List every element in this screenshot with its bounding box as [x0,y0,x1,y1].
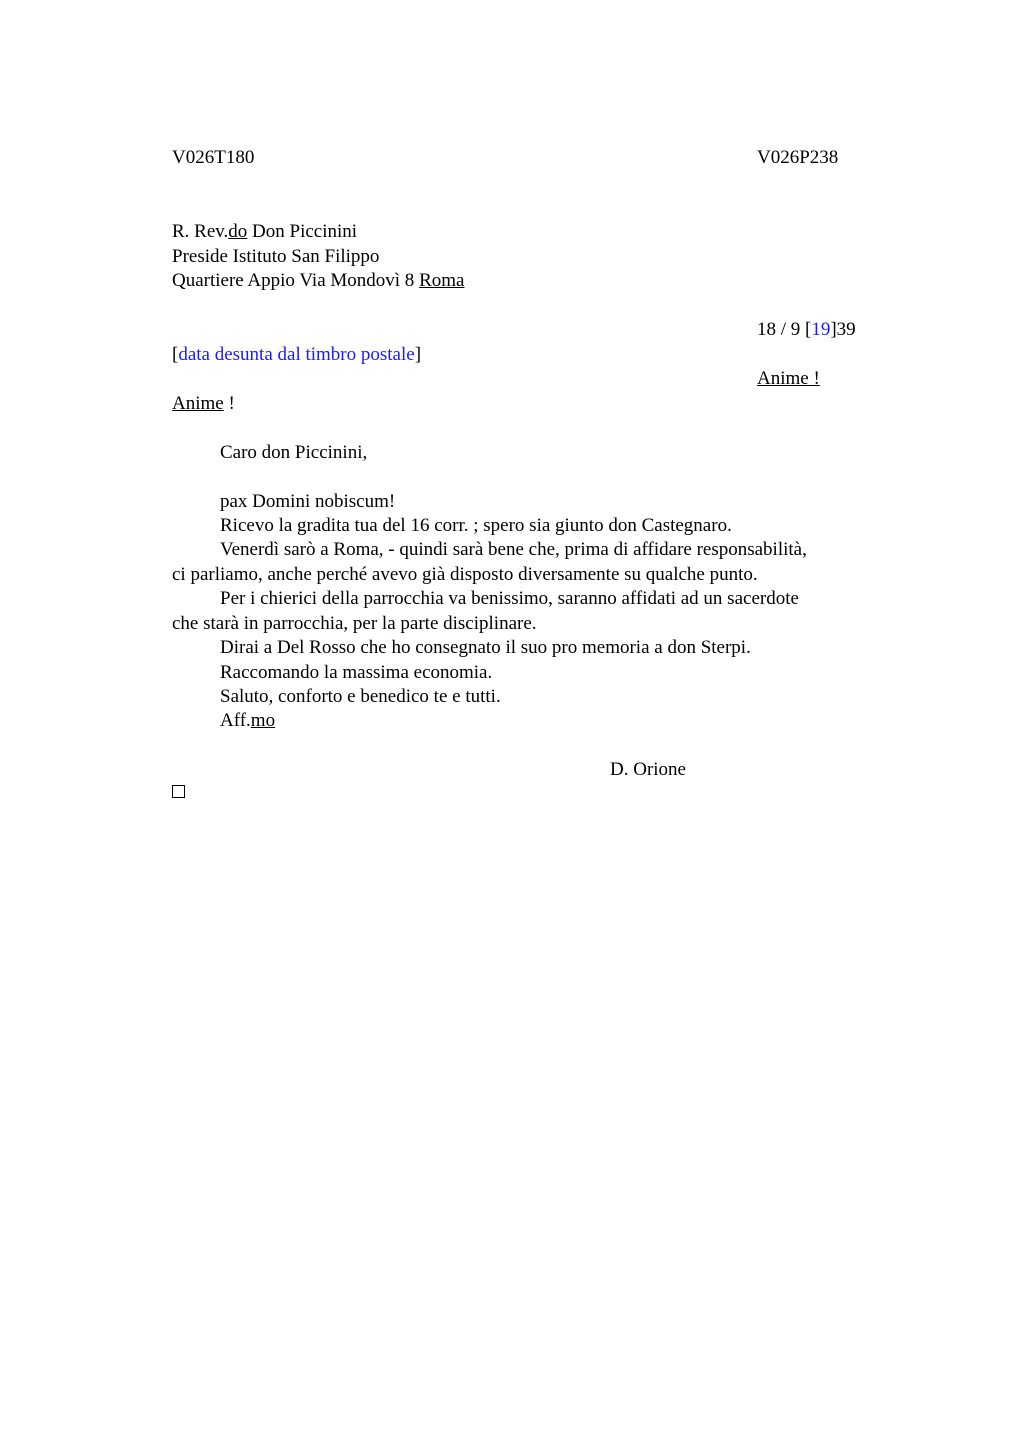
date-year-editorial: 19 [811,319,831,340]
address-title-abbrev: do [228,221,248,242]
closing [220,709,275,733]
editorial-note [172,343,421,367]
motto-left-mark: ! [223,393,235,414]
address-city: Roma [419,270,465,291]
address-name: Don Piccinini [247,221,358,242]
letter-date [757,318,856,342]
address-line-2: Preside Istituto San Filippo [172,246,380,267]
letter-line: Per i chierici della parrocchia va benissimo, saranno affidati ad un sacerdote [220,588,799,609]
letter-line: Dirai a Del Rosso che ho consegnato il suo pro memoria a don Sterpi. [220,637,751,658]
signature: D. Orione [610,759,686,780]
motto-left-word: Anime [172,393,224,414]
closing-abbrev: mo [250,710,276,731]
address-title: R. Rev. [172,221,229,242]
volume-code-left: V026T180 [172,147,255,168]
letter-line: che starà in parrocchia, per la parte disciplinare. [172,613,537,634]
letter-line: Venerdì sarò a Roma, - quindi sarà bene che, prima di affidare responsabilità, [220,539,807,560]
date-year-end: ]39 [830,319,856,340]
motto-right: Anime ! [757,368,820,389]
editorial-note-open: [ [172,344,179,365]
motto-left [172,392,235,416]
letter-line: Ricevo la gradita tua del 16 corr. ; spero sia giunto don Castegnaro. [220,515,732,536]
address-street: Quartiere Appio Via Mondovì 8 [172,270,420,291]
address-line-1 [172,220,357,244]
end-marker-box [172,785,185,798]
closing-word: Aff. [220,710,251,731]
editorial-note-close: ] [414,344,422,365]
address-line-3 [172,269,464,293]
editorial-note-text: data desunta dal timbro postale [178,344,415,365]
greeting: pax Domini nobiscum! [220,491,396,512]
letter-line: Raccomando la massima economia. [220,662,493,683]
letter-line: ci parliamo, anche perché avevo già disposto diversamente su qualche punto. [172,564,758,585]
salutation: Caro don Piccinini, [220,442,368,463]
letter-line: Saluto, conforto e benedico te e tutti. [220,686,501,707]
volume-code-right: V026P238 [757,147,839,168]
date-day-month: 18 / 9 [ [757,319,812,340]
